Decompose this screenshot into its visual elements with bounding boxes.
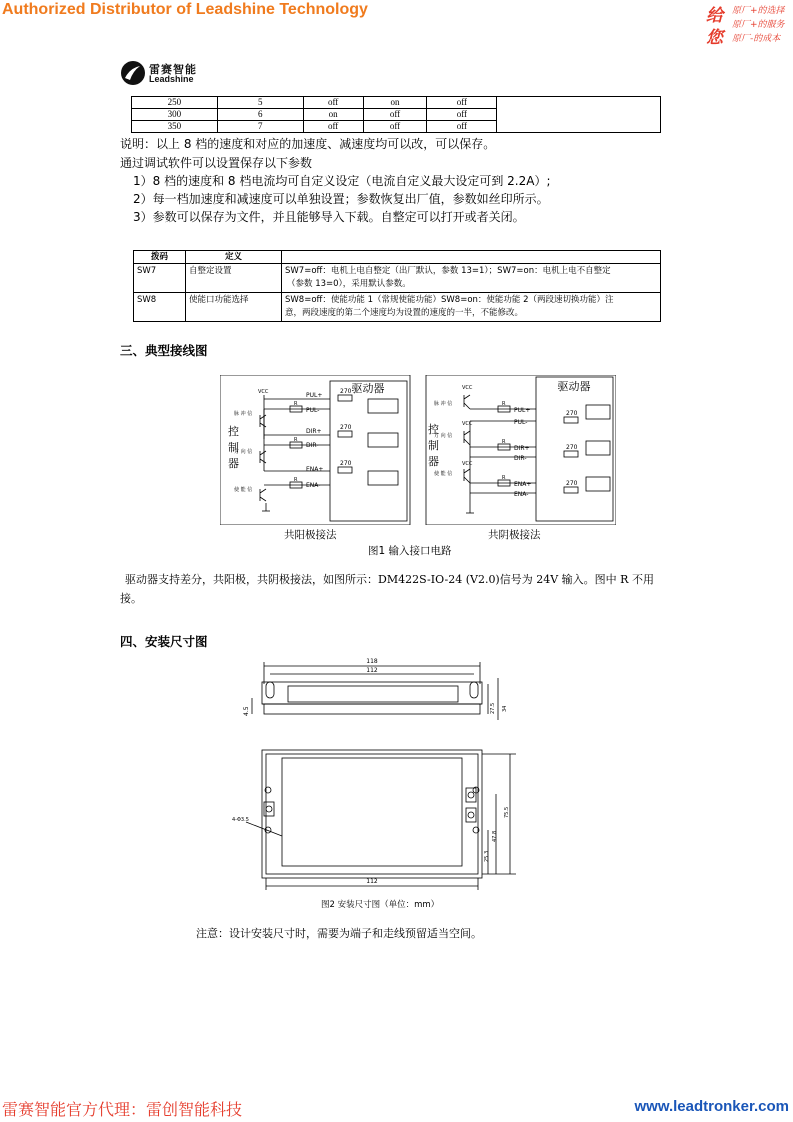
dim-text: 4-Φ3.5 [232,817,249,823]
resistor-value: 270 [566,410,578,417]
note-item-3: 3）参数可以保存为文件，并且能够导入下载。自整定可以打开或者关闭。 [133,210,525,224]
r-label: R [294,477,298,483]
r-label: R [502,401,506,407]
driver-label: 驱动器 [557,380,591,393]
table-cell: 6 [217,109,303,121]
dip-desc [282,293,661,322]
common-cathode-diagram [426,375,616,525]
controller-char: 制 [228,441,239,454]
input-label: 脉 冲 信 [434,401,453,407]
slogan [706,1,792,47]
wiring-diagram [220,375,616,525]
input-label: 方 向 信 [434,433,453,439]
dim-text: 4.5 [243,706,250,716]
resistor-value: 270 [340,424,352,431]
table-cell: off [427,97,497,109]
controller-char: 器 [428,455,439,468]
note-item-1: 1）8 档的速度和 8 档电流均可自定义设定（电流自定义最大设定可到 2.2A）; [133,174,551,188]
signal-label: DIR- [306,442,319,449]
dim-text: 34 [502,705,508,712]
dip-def: 自整定设置 [186,264,282,293]
dip-desc-line: 意，两段速度的第二个速度均为设置的速度的一半，不能修改。 [285,308,524,318]
section-title: 四、安装尺寸图 [120,634,208,649]
dim-text: 112 [366,878,378,885]
table-header-row [134,251,661,264]
vcc-label: VCC [258,389,269,395]
dip-desc-line: （参数 13=0），采用默认参数。 [287,279,411,289]
vcc-label: VCC [462,461,473,467]
desc-line: 驱动器支持差分，共阳极，共阴极接法，如图所示：DM422S-IO-24 (V2.0)信号为 24V 输入。图中 R 不用 [125,573,654,586]
footer-agent: 雷赛智能官方代理：雷创智能科技 [2,1100,243,1119]
input-label: 脉 冲 信 [234,411,253,417]
dip-desc [282,264,661,293]
table-cell: off [427,121,497,133]
table-cell: 250 [132,97,218,109]
resistor-value: 270 [340,460,352,467]
dim-text: 47.8 [492,830,498,842]
resistor-value: 270 [566,480,578,487]
table-cell: on [363,97,427,109]
table-cell: on [303,109,363,121]
dip-code: SW7 [134,264,186,293]
header-cell [282,251,661,264]
table-cell: 350 [132,121,218,133]
header-cell: 定义 [186,251,282,264]
table-cell: off [303,121,363,133]
leadshine-logo [120,60,210,86]
r-label: R [294,437,298,443]
vcc-label: VCC [462,385,473,391]
table-row [134,264,661,293]
logo-text-cn: 雷赛智能 [149,63,197,76]
table-cell: 5 [217,97,303,109]
signal-label: ENA+ [306,466,324,473]
signal-label: DIR- [514,455,527,462]
controller-char: 器 [228,457,239,470]
dim-text: 25.3 [484,850,490,862]
note-item-2: 2）每一档加速度和减速度可以单独设置；参数恢复出厂值，参数如丝印所示。 [133,192,549,206]
common-anode-diagram [220,375,410,525]
signal-label: PUL+ [514,407,531,414]
dim-text: 112 [366,667,378,674]
table-row [134,293,661,322]
signal-label: PUL+ [306,392,323,399]
signal-label: ENA- [514,491,529,498]
signal-label: DIR+ [306,428,322,435]
dip-code: SW8 [134,293,186,322]
header-cell: 拨码 [134,251,186,264]
dip-def: 使能口功能选择 [186,293,282,322]
figure-caption: 图2 安装尺寸图（单位：mm） [321,900,440,910]
desc-line: 接。 [120,592,142,605]
table-cell: off [363,109,427,121]
table-row [132,97,661,109]
slogan-line-1: 原厂+的选择 [732,6,785,16]
resistor-value: 270 [566,444,578,451]
input-label: 使 能 信 [434,471,453,477]
controller-char: 制 [428,439,439,452]
section-title: 三、典型接线图 [120,343,208,358]
note-line-1: 说明：以上 8 档的速度和对应的加速度、减速度均可以改，可以保存。 [120,137,496,151]
driver-label: 驱动器 [351,382,385,395]
install-note: 注意：设计安装尺寸时，需要为端子和走线预留适当空间。 [196,927,482,940]
table-cell: off [363,121,427,133]
logo-text-en: Leadshine [149,74,194,84]
section3-desc [120,570,654,608]
table-cell: 7 [217,121,303,133]
slogan-char-1: 给 [706,6,723,26]
signal-label: PUL- [514,419,528,426]
table-cell-empty [497,97,661,133]
left-diagram-label: 共阳极接法 [284,529,337,541]
dip-desc-line: SW8=off：使能功能 1（常规使能功能）SW8=on：使能功能 2（两段速切换功能）注 [285,295,614,305]
signal-label: PUL- [306,407,320,414]
input-label: 使 能 信 [234,487,253,493]
r-label: R [502,439,506,445]
footer-website-link[interactable]: www.leadtronker.com [634,1098,789,1115]
dip-table [133,250,661,322]
header-title: Authorized Distributor of Leadshine Technology [2,1,368,18]
r-label: R [294,401,298,407]
dimension-drawing [226,654,526,894]
note-line-2: 通过调试软件可以设置保存以下参数 [120,156,313,170]
vcc-label: VCC [462,421,473,427]
figure-caption: 图1 输入接口电路 [368,545,452,557]
slogan-line-3: 原厂-的成本 [732,34,781,44]
controller-char: 控 [228,425,239,438]
r-label: R [502,475,506,481]
table-cell: 300 [132,109,218,121]
dim-text: 118 [366,658,378,665]
right-diagram-label: 共阴极接法 [488,529,541,541]
leadshine-logo-icon [120,60,146,86]
speed-table [131,96,661,133]
slogan-line-2: 原厂+的服务 [732,20,785,30]
table-cell: off [427,109,497,121]
dim-text: 27.5 [490,702,496,714]
slogan-char-2: 您 [706,28,723,48]
dim-text: 75.5 [504,806,510,818]
resistor-value: 270 [340,388,352,395]
signal-label: ENA+ [514,481,532,488]
dip-desc-line: SW7=off：电机上电自整定（出厂默认，参数 13=1）；SW7=on：电机上电不自整定 [285,266,611,276]
input-label: 方 向 信 [234,449,253,455]
signal-label: ENA- [306,482,321,489]
signal-label: DIR+ [514,445,530,452]
table-cell: off [303,97,363,109]
controller-char: 控 [428,423,439,436]
